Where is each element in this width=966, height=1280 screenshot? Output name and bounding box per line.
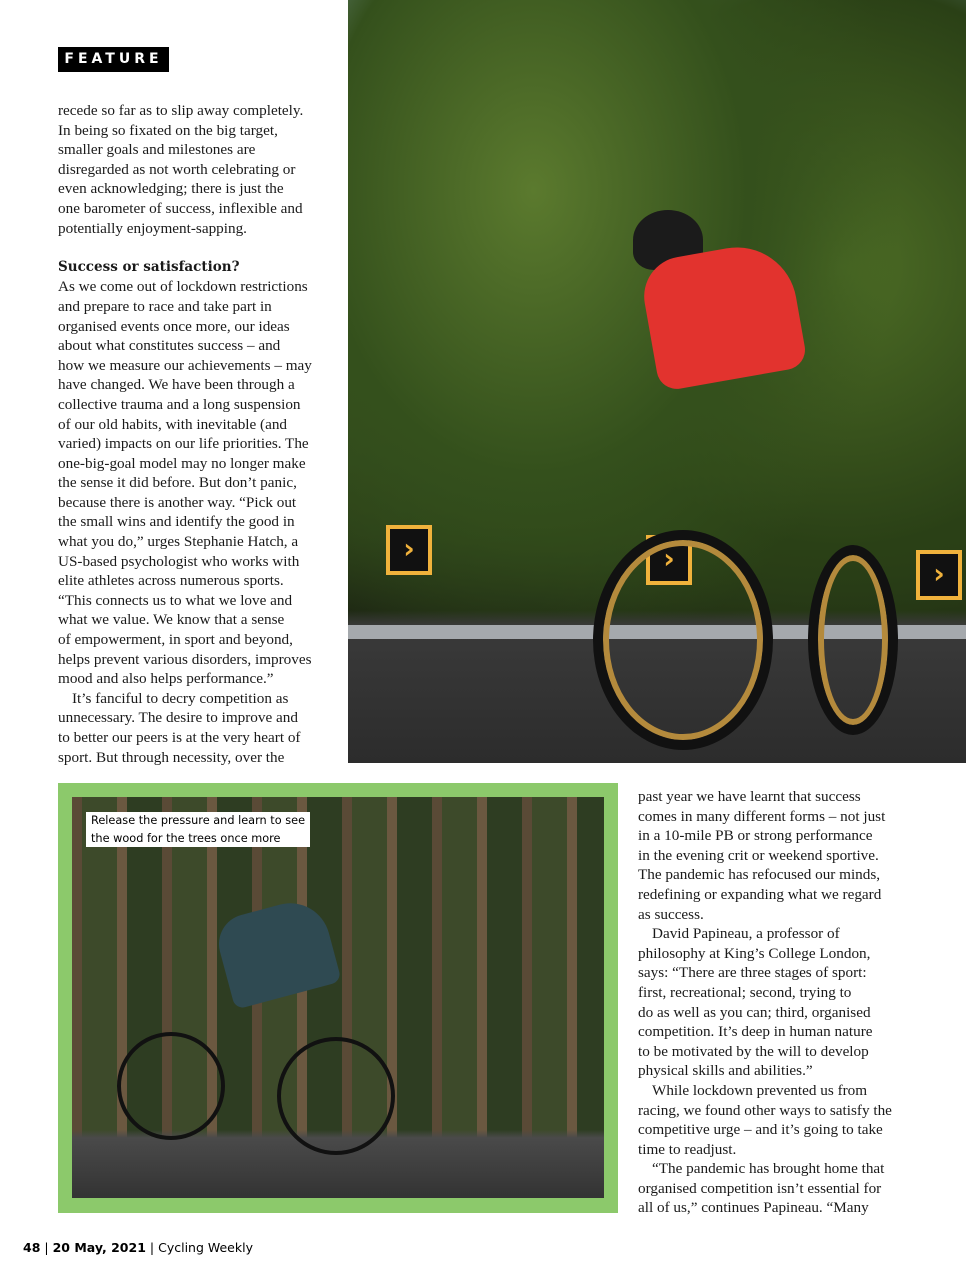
separator: | [149, 1240, 155, 1255]
text-line: past year we have learnt that success [638, 788, 861, 805]
text-line: one-big-goal model may no longer make [58, 454, 306, 472]
subheading: Success or satisfaction? [58, 258, 240, 275]
rear-wheel [277, 1037, 395, 1155]
text-line: potentially enjoyment-sapping. [58, 219, 247, 237]
text-line: While lockdown prevented us from [652, 1081, 868, 1099]
rider-body [212, 894, 342, 1009]
text-line: collective trauma and a long suspension [58, 395, 301, 413]
issue-date: 20 May, 2021 [52, 1240, 146, 1255]
text-line: what we value. We know that a sense [58, 611, 285, 629]
section-tag: FEATURE [58, 47, 169, 72]
page-footer [23, 1240, 253, 1255]
text-line: smaller goals and milestones are [58, 141, 256, 159]
text-line: In being so fixated on the big target, [58, 121, 278, 139]
text-line: what you do,” urges Stephanie Hatch, a [58, 533, 299, 551]
text-line: US-based psychologist who works with [58, 552, 300, 570]
text-line: of our old habits, with inevitable (and [58, 415, 288, 433]
chevron-sign-icon: › [646, 535, 692, 585]
text-line: “The pandemic has brought home that [652, 1160, 885, 1178]
body-column-left [58, 101, 312, 767]
text-line: of empowerment, in sport and beyond, [58, 631, 293, 649]
paragraph-gap [58, 238, 312, 258]
text-line: racing, we found other ways to satisfy the [638, 1101, 892, 1119]
text-line: comes in many different forms – not just [638, 807, 886, 825]
text-line: and prepare to race and take part in [58, 297, 272, 315]
text-line: how we measure our achievements – may [58, 356, 312, 374]
text-line: in the evening crit or weekend sportive. [638, 846, 879, 864]
text-line: the small wins and identify the good in [58, 513, 295, 531]
text-line: philosophy at King’s College London, [638, 944, 871, 962]
text-line: unnecessary. The desire to improve and [58, 709, 298, 727]
text-line: mood and also helps performance.” [58, 670, 274, 688]
text-line: one barometer of success, inflexible and [58, 199, 303, 217]
photo-caption [86, 812, 310, 847]
text-line: competitive urge – and it’s going to take [638, 1121, 883, 1139]
text-line: recede so far as to slip away completely. [58, 102, 304, 119]
text-line: It’s fanciful to decry competition as [72, 689, 289, 707]
text-line: all of us,” continues Papineau. “Many [638, 1199, 869, 1217]
text-line: about what constitutes success – and [58, 337, 281, 355]
text-line: time to readjust. [638, 1140, 737, 1158]
text-line: organised competition isn’t essential for [638, 1179, 882, 1197]
text-line: The pandemic has refocused our minds, [638, 866, 881, 884]
caption-line: the wood for the trees once more [91, 831, 281, 845]
text-line: varied) impacts on our life priorities. The [58, 435, 309, 453]
text-line: David Papineau, a professor of [652, 925, 840, 943]
text-line: organised events once more, our ideas [58, 317, 290, 335]
body-column-right [638, 787, 892, 1218]
photo-time-trial-rider [348, 0, 966, 763]
text-line: As we come out of lockdown restrictions [58, 278, 308, 296]
front-wheel [593, 530, 773, 750]
text-line: to better our peers is at the very heart of [58, 729, 301, 746]
text-line: to be motivated by the will to develop [638, 1042, 869, 1060]
text-line: competition. It’s deep in human nature [638, 1023, 873, 1041]
photo-forest-rider [72, 797, 604, 1198]
rear-wheel [808, 545, 898, 735]
text-line: sport. But through necessity, over the [58, 748, 285, 766]
front-wheel [117, 1032, 225, 1140]
caption-line: Release the pressure and learn to see [91, 814, 306, 827]
text-line: even acknowledging; there is just the [58, 180, 284, 198]
rider-jersey [638, 238, 808, 392]
text-line: “This connects us to what we love and [58, 591, 293, 609]
text-line: the sense it did before. But don’t panic, [58, 474, 297, 492]
text-line: says: “There are three stages of sport: [638, 964, 867, 982]
photo-frame [58, 783, 618, 1213]
text-line: physical skills and abilities.” [638, 1062, 813, 1080]
separator: | [44, 1240, 49, 1255]
text-line: redefining or expanding what we regard [638, 885, 882, 903]
publication-name: Cycling Weekly [158, 1240, 253, 1255]
text-line: do as well as you can; third, organised [638, 1003, 871, 1021]
text-line: helps prevent various disorders, improves [58, 650, 312, 668]
text-line: have changed. We have been through a [58, 376, 295, 394]
text-line: in a 10-mile PB or strong performance [638, 827, 873, 845]
page-number: 48 [23, 1240, 41, 1255]
text-line: disregarded as not worth celebrating or [58, 160, 296, 178]
text-line: because there is another way. “Pick out [58, 493, 297, 511]
text-line: as success. [638, 905, 704, 923]
chevron-sign-icon: › [916, 550, 962, 600]
text-line: first, recreational; second, trying to [638, 983, 852, 1001]
chevron-sign-icon: › [386, 525, 432, 575]
text-line: elite athletes across numerous sports. [58, 572, 284, 590]
